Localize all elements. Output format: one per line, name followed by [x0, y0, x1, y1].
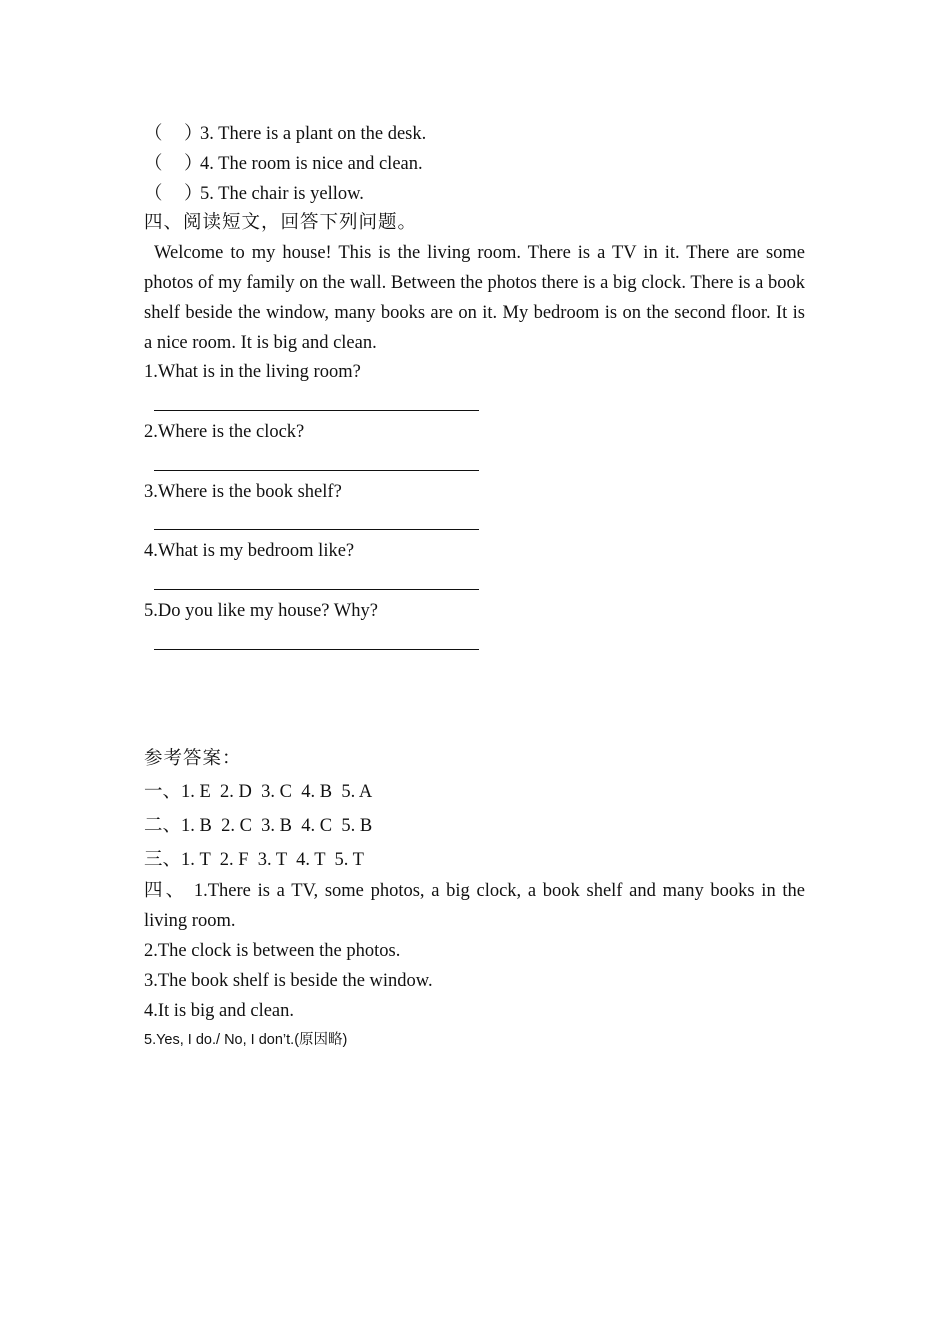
answer-key-section-4-answer-4: 4.It is big and clean. — [144, 1000, 295, 1021]
question-4: 4.What is my bedroom like? — [144, 541, 355, 562]
reading-passage: Welcome to my house! This is the living room. There is a TV in it. There are some photos of my family on the wall. Between the photos there is a big clock. There is a book shelf beside the window, many books are on it. My bedroom is on the second floor. It is a nice room. It is big and clean. — [144, 243, 805, 353]
answer-blank-4[interactable] — [144, 567, 805, 597]
answer-blank-2[interactable] — [144, 448, 805, 478]
answer-paren-close: ） — [184, 183, 203, 204]
answer-paren-close: ） — [184, 153, 203, 174]
question-2: 2.Where is the clock? — [144, 421, 305, 442]
answer-underline — [154, 589, 479, 590]
tf-item-text: 3. There is a plant on the desk. — [200, 124, 427, 144]
answer-underline — [154, 410, 479, 411]
tf-item-5 — [144, 180, 805, 210]
answer-key-section-2: 二、1. B 2. C 3. B 4. C 5. B — [144, 816, 373, 837]
tf-item-4 — [144, 150, 805, 180]
answer-key-section-4-answer-5: 5.Yes, I do./ No, I don’t.(原因略) — [144, 1032, 348, 1049]
answer-key-section-4-answer-2: 2.The clock is between the photos. — [144, 940, 401, 961]
question-3: 3.Where is the book shelf? — [144, 481, 342, 502]
answer-blank-5[interactable] — [144, 627, 805, 657]
tf-item-text: 4. The room is nice and clean. — [200, 153, 423, 174]
answer-paren-open: （ — [144, 124, 163, 144]
answer-underline — [154, 470, 479, 471]
answer-blank-3[interactable] — [144, 507, 805, 537]
answer-key-heading: 参考答案： — [144, 749, 242, 770]
answer-underline — [154, 529, 479, 530]
answer-underline — [154, 649, 479, 650]
answer-key-section-3: 三、1. T 2. F 3. T 4. T 5. T — [144, 850, 364, 871]
answer-key-section-4-first — [144, 877, 805, 937]
answer-paren-close: ） — [184, 124, 203, 144]
answer-key-section-4-answer-1: 1.There is a TV, some photos, a big clock, a book shelf and many books in the living room. — [144, 881, 805, 932]
answer-key-section-4-lead: 四、 — [144, 881, 188, 902]
tf-item-3 — [144, 120, 805, 150]
spacer — [144, 656, 805, 743]
question-5: 5.Do you like my house? Why? — [144, 600, 378, 621]
section-4-heading: 四、阅读短文，回答下列问题。 — [144, 213, 418, 234]
answer-blank-1[interactable] — [144, 388, 805, 418]
worksheet-page — [144, 120, 805, 1056]
answer-key-section-4-answer-3: 3.The book shelf is beside the window. — [144, 970, 433, 991]
tf-item-text: 5. The chair is yellow. — [200, 183, 364, 204]
answer-key-section-1: 一、1. E 2. D 3. C 4. B 5. A — [144, 782, 373, 803]
question-1: 1.What is in the living room? — [144, 362, 361, 383]
answer-paren-open: （ — [144, 153, 163, 174]
answer-paren-open: （ — [144, 183, 163, 204]
